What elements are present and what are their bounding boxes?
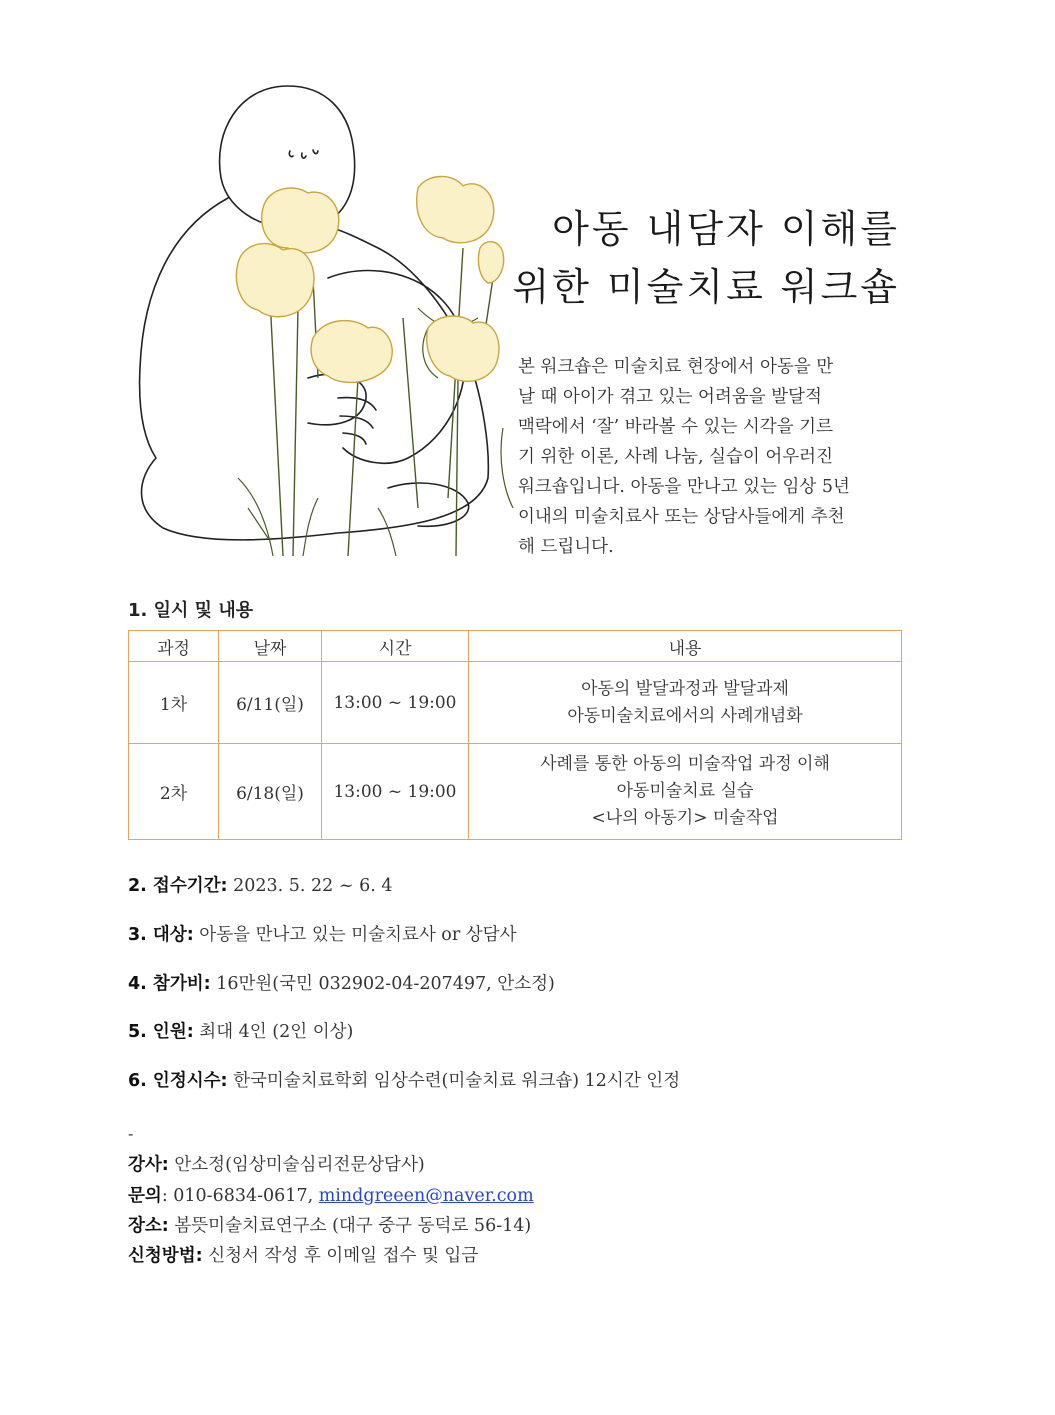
cell-date: 6/11(일) — [219, 662, 322, 744]
contact-instructor — [128, 1151, 425, 1176]
header-date: 날짜 — [219, 631, 322, 662]
detail-label: 5. 인원: — [128, 1022, 194, 1042]
contact-value: 봄뜻미술치료연구소 (대구 중구 동덕로 56-14) — [168, 1216, 532, 1236]
detail-credit-hours — [128, 1067, 680, 1092]
schedule-heading: 1. 일시 및 내용 — [128, 600, 254, 621]
detail-label: 4. 참가비: — [128, 974, 211, 994]
cell-session: 1차 — [129, 662, 219, 744]
cell-date: 6/18(일) — [219, 744, 322, 840]
cell-time: 13:00 ~ 19:00 — [322, 744, 469, 840]
contact-label: 신청방법: — [128, 1246, 203, 1266]
intro-line: 해 드립니다. — [518, 537, 614, 557]
title-line-2: 위한 미술치료 워크숍 — [512, 265, 900, 309]
intro-line: 날 때 아이가 겪고 있는 어려움을 발달적 — [518, 387, 822, 407]
flower-3 — [311, 321, 392, 383]
intro-line: 맥락에서 ‘잘’ 바라볼 수 있는 시각을 기르 — [518, 417, 833, 437]
contact-inquiry — [128, 1182, 534, 1207]
content-line: 아동미술치료 실습 — [616, 781, 754, 801]
header-content: 내용 — [469, 631, 902, 662]
separator-dash: - — [128, 1124, 134, 1143]
detail-value: 한국미술치료학회 임상수련(미술치료 워크숍) 12시간 인정 — [227, 1071, 681, 1091]
intro-line: 이내의 미술치료사 또는 상담사들에게 추천 — [518, 507, 845, 527]
header-time: 시간 — [322, 631, 469, 662]
detail-label: 3. 대상: — [128, 925, 194, 945]
content-line: 아동미술치료에서의 사례개념화 — [567, 705, 803, 726]
table-header-row — [129, 631, 902, 662]
contact-label: 문의 — [128, 1186, 162, 1206]
detail-registration-period — [128, 872, 392, 897]
contact-label: 강사: — [128, 1155, 169, 1175]
intro-paragraph — [518, 352, 902, 562]
contact-value: 신청서 작성 후 이메일 접수 및 입금 — [202, 1246, 479, 1266]
contact-value: 안소정(임상미술심리전문상담사) — [168, 1155, 425, 1175]
cell-content — [469, 662, 902, 744]
cell-session: 2차 — [129, 744, 219, 840]
content-line: <나의 아동기> 미술작업 — [591, 808, 779, 828]
intro-line: 기 위한 이론, 사례 나눔, 실습이 어우러진 — [518, 447, 833, 467]
contact-value: : 010-6834-0617, — [161, 1186, 319, 1206]
table-row — [129, 662, 902, 744]
content-line: 사례를 통한 아동의 미술작업 과정 이해 — [540, 754, 830, 774]
flower-2 — [236, 244, 314, 317]
detail-value: 아동을 만나고 있는 미술치료사 or 상담사 — [193, 925, 517, 945]
contact-label: 장소: — [128, 1216, 169, 1236]
table-row — [129, 744, 902, 840]
schedule-table — [128, 630, 902, 840]
cell-content — [469, 744, 902, 840]
flower-5 — [427, 316, 499, 381]
detail-target — [128, 921, 517, 946]
detail-capacity — [128, 1018, 353, 1043]
detail-value: 최대 4인 (2인 이상) — [193, 1022, 354, 1042]
cell-time: 13:00 ~ 19:00 — [322, 662, 469, 744]
detail-value: 2023. 5. 22 ~ 6. 4 — [227, 876, 393, 896]
flower-1 — [262, 188, 339, 253]
intro-line: 워크숍입니다. 아동을 만나고 있는 임상 5년 — [518, 477, 850, 497]
email-link[interactable]: mindgreeen@naver.com — [318, 1186, 534, 1206]
detail-fee — [128, 970, 555, 995]
flower-4 — [417, 176, 494, 242]
content-line: 아동의 발달과정과 발달과제 — [581, 678, 789, 699]
intro-line: 본 워크숍은 미술치료 현장에서 아동을 만 — [518, 357, 834, 377]
header-session: 과정 — [129, 631, 219, 662]
detail-value: 16만원(국민 032902-04-207497, 안소정) — [210, 974, 555, 994]
workshop-illustration — [118, 78, 518, 556]
contact-method — [128, 1242, 478, 1267]
contact-venue — [128, 1212, 531, 1237]
title-line-1: 아동 내담자 이해를 — [552, 207, 900, 251]
workshop-title — [512, 200, 900, 316]
detail-label: 2. 접수기간: — [128, 876, 228, 896]
flower-6 — [478, 242, 503, 283]
detail-label: 6. 인정시수: — [128, 1071, 228, 1091]
